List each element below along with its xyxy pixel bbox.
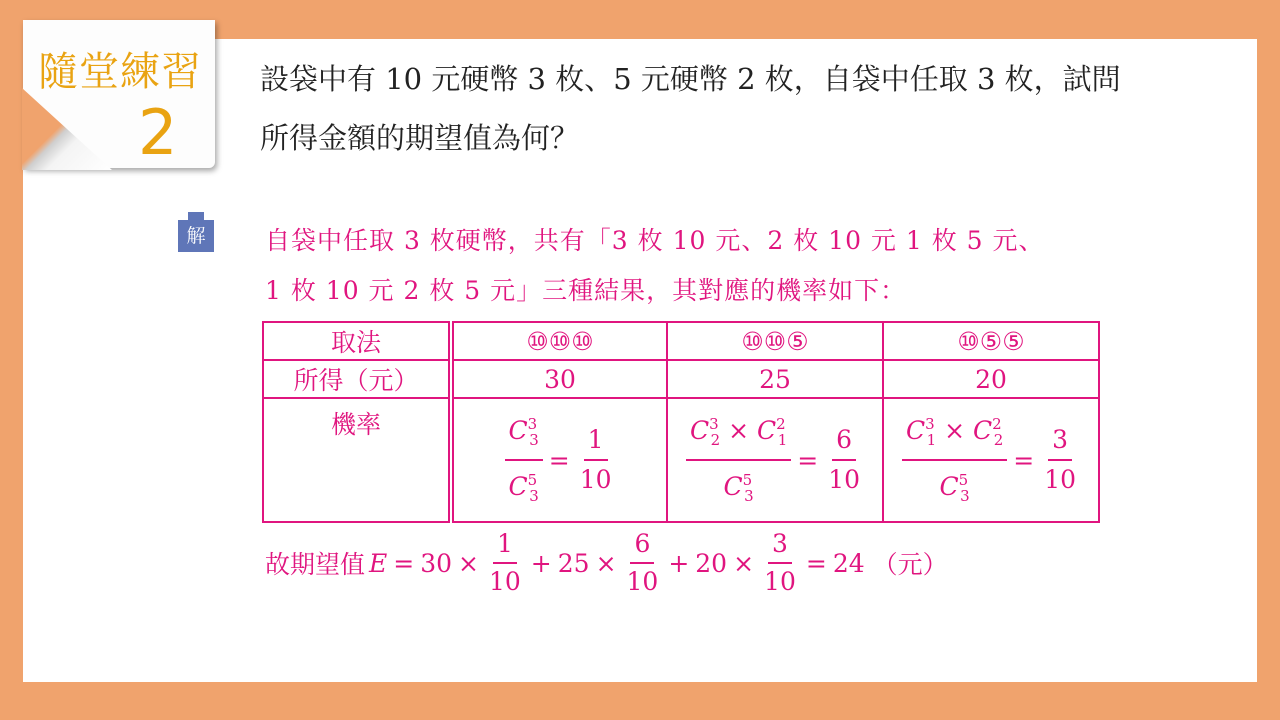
method-cell: ⑩⑩⑩ xyxy=(451,322,667,360)
table-row-probability xyxy=(263,398,1099,522)
amount-cell: 25 xyxy=(667,360,883,398)
probability-value: $\frac{6}{10}$ xyxy=(828,425,861,494)
expectation-result: 24 xyxy=(832,548,865,578)
combination-fraction: $\frac{C^3_1 \times C^2_2}{C^5_3}$ xyxy=(902,407,1007,513)
combination-fraction: $\frac{C^3_2 \times C^2_1}{C^5_3}$ xyxy=(686,407,791,513)
question-line-2: 所得金額的期望值為何？ xyxy=(260,121,580,155)
solution-line-2: 1 枚 10 元 2 枚 5 元」三種結果，其對應的機率如下： xyxy=(265,276,907,305)
term-fraction: $\frac{6}{10}$ xyxy=(626,529,659,596)
combination-fraction: $\frac{C^3_3}{C^5_3}$ xyxy=(505,407,543,513)
solution-icon-label: 解 xyxy=(178,220,214,252)
question-line-1: 設袋中有 10 元硬幣 3 枚、5 元硬幣 2 枚，自袋中任取 3 枚，試問 xyxy=(260,62,1121,96)
term-coef: 20 xyxy=(695,548,728,578)
term-fraction: $\frac{3}{10}$ xyxy=(764,529,796,596)
solution-icon xyxy=(178,212,214,252)
header-amount: 所得（元） xyxy=(263,360,451,398)
table-row-amount xyxy=(263,360,1099,398)
method-cell: ⑩⑩⑤ xyxy=(667,322,883,360)
header-probability: 機率 xyxy=(263,398,451,522)
practice-title: 隨堂練習 xyxy=(38,49,202,95)
term-coef: 25 xyxy=(557,548,590,578)
header-method: 取法 xyxy=(263,322,451,360)
table-row-method xyxy=(263,322,1099,360)
solution-line-1: 自袋中任取 3 枚硬幣，共有「3 枚 10 元、2 枚 10 元 1 枚 5 元、 xyxy=(265,226,1045,255)
expectation-unit: （元） xyxy=(872,550,948,579)
probability-value: $\frac{3}{10}$ xyxy=(1044,425,1077,494)
term-fraction: $\frac{1}{10}$ xyxy=(488,529,521,596)
expectation-formula: 故期望值 E = 30 × $\frac{1}{10}$ + 25 × $\frac{6}{10}$ + 20 × $\frac{3}{10}$ = 24 （元） xyxy=(265,529,948,596)
term-coef: 30 xyxy=(420,548,453,578)
probability-table xyxy=(262,321,1100,523)
amount-cell: 30 xyxy=(451,360,667,398)
amount-cell: 20 xyxy=(883,360,1099,398)
expectation-variable: E xyxy=(369,548,388,578)
probability-cell: $\frac{C^3_3}{C^5_3}$ = $\frac{1}{10}$ xyxy=(451,398,667,522)
solution-text xyxy=(265,216,1145,316)
expectation-prefix: 故期望值 xyxy=(265,550,366,579)
probability-cell: $\frac{C^3_1 \times C^2_2}{C^5_3}$ = $\frac{3}{10}$ xyxy=(883,398,1099,522)
probability-cell: $\frac{C^3_2 \times C^2_1}{C^5_3}$ = $\frac{6}{10}$ xyxy=(667,398,883,522)
probability-value: $\frac{1}{10}$ xyxy=(579,425,612,494)
practice-number: 2 xyxy=(138,96,178,169)
method-cell: ⑩⑤⑤ xyxy=(883,322,1099,360)
question-text xyxy=(260,50,1250,168)
